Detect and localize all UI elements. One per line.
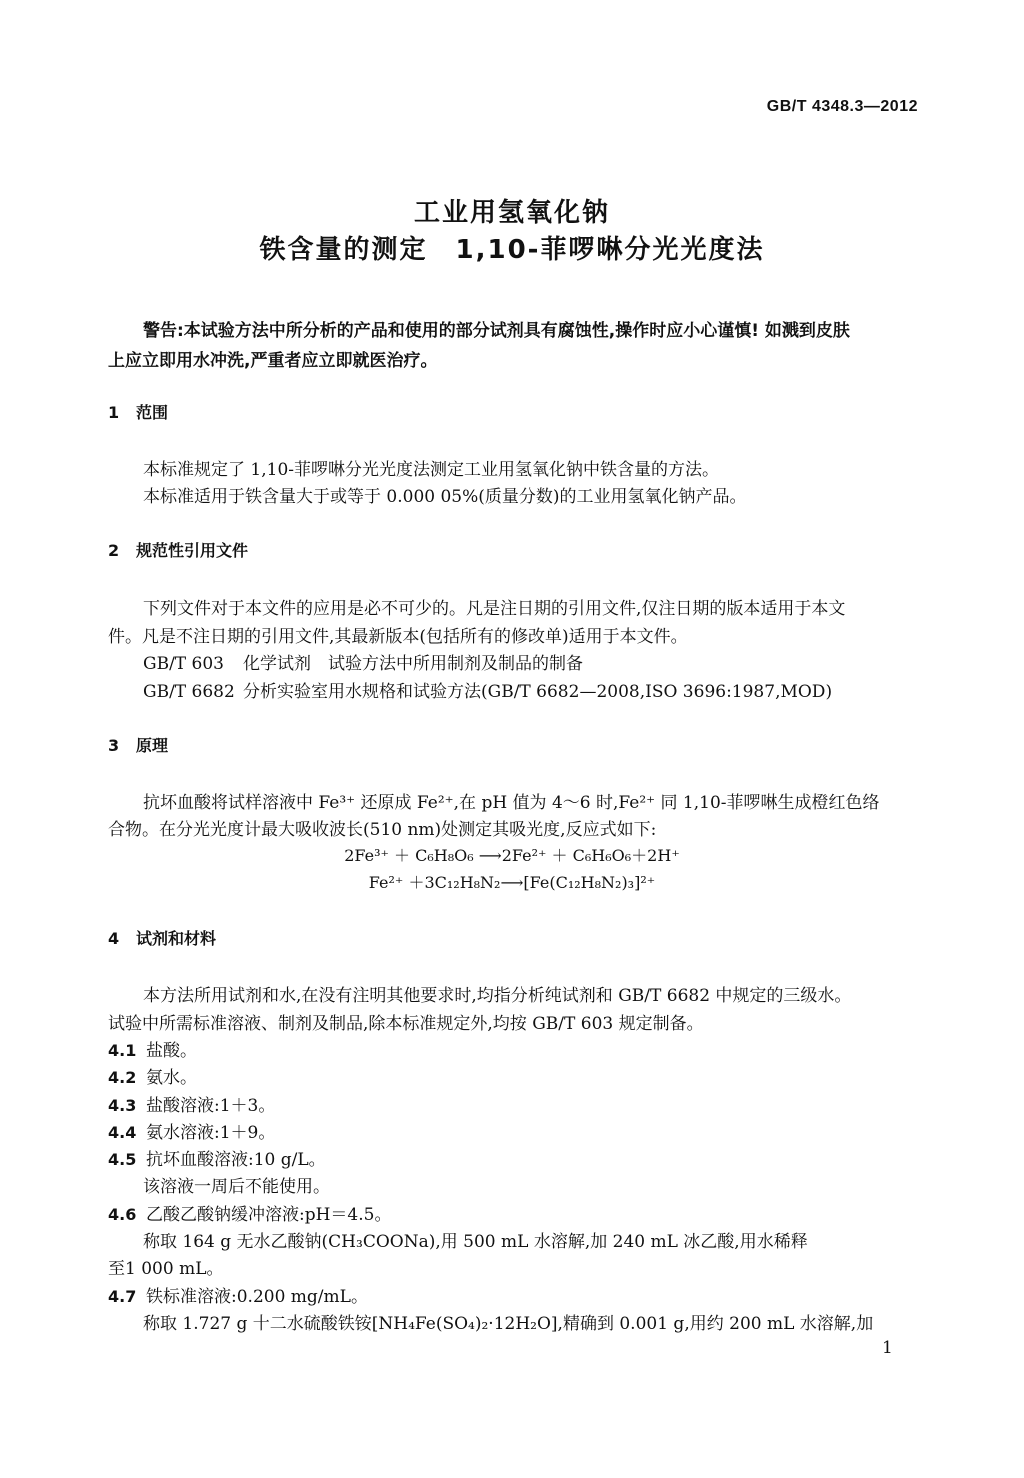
item-text: 铁标准溶液:0.200 mg/mL。 — [146, 1287, 368, 1307]
section-4-heading — [108, 926, 216, 949]
item-text: 氨水。 — [146, 1068, 197, 1088]
section-3-heading — [108, 733, 168, 756]
list-item-4-3 — [108, 1091, 275, 1116]
section-number: 2 — [108, 541, 120, 560]
item-4-5-note: 该溶液一周后不能使用。 — [143, 1177, 330, 1197]
item-4-6-note-line1: 称取 164 g 无水乙酸钠(CH₃COONa),用 500 mL 水溶解,加 240 mL 冰乙酸,用水稀释 — [143, 1232, 808, 1252]
section-title: 规范性引用文件 — [136, 541, 249, 560]
document-title-line2: 铁含量的测定 1,10-菲啰啉分光光度法 — [259, 235, 765, 265]
item-number: 4.3 — [108, 1096, 137, 1115]
item-text: 盐酸溶液:1＋3。 — [146, 1096, 276, 1116]
item-number: 4.4 — [108, 1123, 137, 1142]
section-1-heading — [108, 400, 168, 423]
item-number: 4.6 — [108, 1205, 137, 1224]
section-number: 1 — [108, 403, 120, 422]
page-number: 1 — [882, 1338, 893, 1358]
reference-gbt6682 — [143, 677, 832, 702]
section-number: 4 — [108, 929, 120, 948]
list-item-4-1 — [108, 1036, 197, 1061]
list-item-4-4 — [108, 1118, 275, 1143]
warning-line1: 警告:本试验方法中所分析的产品和使用的部分试剂具有腐蚀性,操作时应小心谨慎! 如溅到皮肤 — [143, 321, 850, 341]
item-number: 4.5 — [108, 1150, 137, 1169]
reaction-equation-1: 2Fe³⁺ ＋ C₆H₈O₆ ⟶2Fe²⁺ ＋ C₆H₆O₆＋2H⁺ — [344, 846, 680, 865]
section-3-paragraph-line1: 抗坏血酸将试样溶液中 Fe³⁺ 还原成 Fe²⁺,在 pH 值为 4～6 时,Fe²⁺ 同 1,10-菲啰啉生成橙红色络 — [143, 793, 880, 813]
item-text: 乙酸乙酸钠缓冲溶液:pH＝4.5。 — [146, 1205, 392, 1225]
reference-code: GB/T 6682 — [143, 682, 235, 702]
reaction-equation-2: Fe²⁺ ＋3C₁₂H₈N₂⟶[Fe(C₁₂H₈N₂)₃]²⁺ — [368, 873, 656, 892]
list-item-4-6 — [108, 1200, 391, 1225]
section-4-paragraph-line1: 本方法所用试剂和水,在没有注明其他要求时,均指分析纯试剂和 GB/T 6682 中规定的三级水。 — [143, 986, 852, 1006]
item-number: 4.1 — [108, 1041, 137, 1060]
item-4-7-note-line1: 称取 1.727 g 十二水硫酸铁铵[NH₄Fe(SO₄)₂·12H₂O],精确到 0.001 g,用约 200 mL 水溶解,加 — [143, 1314, 874, 1334]
section-title: 原理 — [136, 736, 169, 755]
item-text: 盐酸。 — [146, 1041, 197, 1061]
section-2-heading — [108, 538, 248, 561]
section-1-paragraph-1: 本标准规定了 1,10-菲啰啉分光光度法测定工业用氢氧化钠中铁含量的方法。 — [143, 460, 719, 480]
list-item-4-2 — [108, 1063, 197, 1088]
section-2-paragraph-line2: 件。凡是不注日期的引用文件,其最新版本(包括所有的修改单)适用于本文件。 — [108, 627, 688, 647]
section-3-paragraph-line2: 合物。在分光光度计最大吸收波长(510 nm)处测定其吸光度,反应式如下: — [108, 820, 657, 840]
item-number: 4.7 — [108, 1287, 137, 1306]
section-4-paragraph-line2: 试验中所需标准溶液、制剂及制品,除本标准规定外,均按 GB/T 603 规定制备。 — [108, 1014, 704, 1034]
item-4-6-note-line2: 至1 000 mL。 — [108, 1259, 224, 1279]
reference-title: 分析实验室用水规格和试验方法(GB/T 6682—2008,ISO 3696:1987,MOD) — [243, 682, 833, 702]
item-text: 氨水溶液:1＋9。 — [146, 1123, 276, 1143]
item-text: 抗坏血酸溶液:10 g/L。 — [146, 1150, 326, 1170]
document-title-line1: 工业用氢氧化钠 — [413, 198, 610, 228]
list-item-4-5 — [108, 1145, 326, 1170]
section-title: 试剂和材料 — [136, 929, 217, 948]
section-title: 范围 — [136, 403, 169, 422]
warning-line2: 上应立即用水冲洗,严重者应立即就医治疗。 — [108, 351, 438, 371]
section-2-paragraph-line1: 下列文件对于本文件的应用是必不可少的。凡是注日期的引用文件,仅注日期的版本适用于本文 — [143, 599, 846, 619]
standard-code: GB/T 4348.3—2012 — [766, 98, 918, 115]
list-item-4-7 — [108, 1282, 368, 1307]
reference-code: GB/T 603 — [143, 654, 224, 674]
section-1-paragraph-2: 本标准适用于铁含量大于或等于 0.000 05%(质量分数)的工业用氢氧化钠产品。 — [143, 487, 747, 507]
reference-gbt603 — [143, 649, 583, 674]
reference-title: 化学试剂 试验方法中所用制剂及制品的制备 — [243, 654, 583, 674]
item-number: 4.2 — [108, 1068, 137, 1087]
section-number: 3 — [108, 736, 120, 755]
